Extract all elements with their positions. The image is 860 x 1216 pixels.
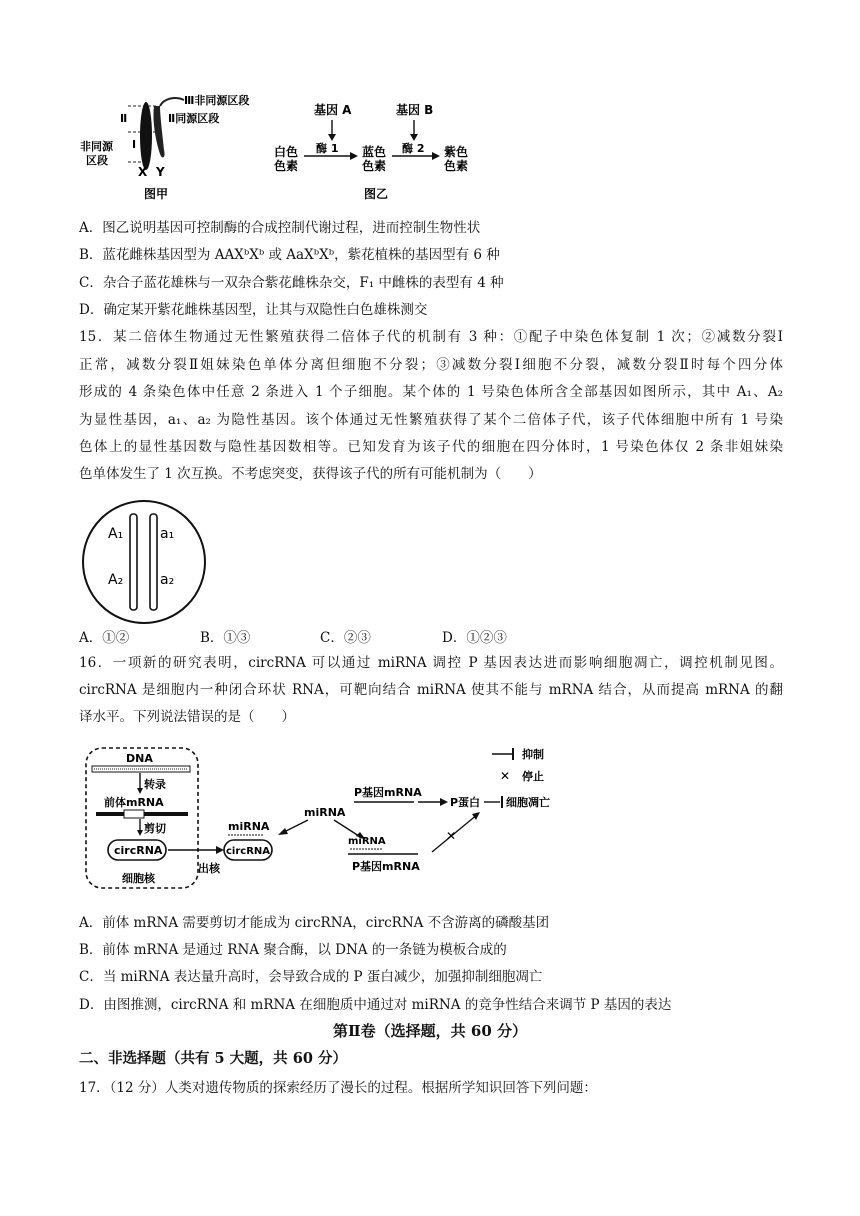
caption-yi: 图乙	[364, 187, 389, 201]
blue-pigment-a: 蓝色	[362, 145, 387, 159]
enzyme1-label: 酶 1	[316, 142, 339, 155]
enzyme2-label: 酶 2	[402, 142, 425, 155]
gene-a1: a₁	[160, 526, 175, 542]
q15-stem-line-5: 色体上的显性基因数与隐性基因数相等。已知发育为该子代的细胞在四分体时，1 号染色体仅 2 条非姐妹染	[79, 439, 783, 455]
label-seg2: Ⅱ同源区段	[168, 112, 220, 125]
legend-stop: 停止	[522, 770, 544, 783]
q14-option-b: B．蓝花雌株基因型为 AAXᵇXᵇ 或 AaXᵇXᵇ，紫花植株的基因型有 6 种	[79, 247, 500, 263]
block-mark: ✕	[446, 829, 457, 843]
x-chromosome	[140, 102, 152, 170]
q16-option-a: A．前体 mRNA 需要剪切才能成为 circRNA，circRNA 不含游离的磷酸基团	[79, 915, 550, 931]
nucleus-label: 细胞核	[122, 872, 155, 885]
p-protein-label: P蛋白	[450, 796, 481, 809]
white-pigment-b: 色素	[274, 159, 299, 173]
section-heading: 二、非选择题（共有 5 大题，共 60 分）	[79, 1050, 347, 1067]
q15-stem-line-3: 形成的 4 条染色体中任意 2 条进入 1 个子细胞。某个体的 1 号染色体所含全部基因如图所示，其中 A₁、A₂	[79, 384, 783, 400]
gene-A1: A₁	[108, 526, 124, 542]
gene-b-label: 基因 B	[396, 103, 434, 117]
q15-stem-line-4: 为显性基因，a₁、a₂ 为隐性基因。该个体通过无性繁殖获得了某个二倍体子代，该子代体细胞中所有 1 号染	[79, 412, 783, 428]
figure-jia	[80, 93, 249, 201]
bound-circrna-label: circRNA	[226, 846, 271, 857]
white-pigment-a: 白色	[274, 145, 299, 159]
figure-q14	[80, 92, 480, 212]
q16-option-c: C．当 miRNA 表达量升高时，会导致合成的 P 蛋白减少，加强抑制细胞凋亡	[79, 969, 543, 985]
q16-stem-line-3: 译水平。下列说法错误的是（ ）	[79, 709, 295, 725]
p-mrna-top-label: P基因mRNA	[354, 786, 422, 799]
q14-option-a: A．图乙说明基因可控制酶的合成控制代谢过程，进而控制生物性状	[79, 220, 481, 236]
label-seg3: Ⅲ非同源区段	[184, 94, 250, 107]
q14-option-c: C．杂合子蓝花雄株与一双杂合紫花雌株杂交，F₁ 中雌株的表型有 4 种	[79, 275, 504, 291]
circrna-label: circRNA	[114, 844, 163, 857]
gene-A2: A₂	[108, 572, 124, 588]
y-chromosome	[153, 106, 164, 157]
q15-stem-line-6: 色单体发生了 1 次互换。不考虑突变，获得该子代的所有可能机制为（ ）	[79, 466, 542, 482]
pre-mrna-label: 前体mRNA	[104, 796, 164, 809]
label-nonhom-a: 非同源	[80, 140, 113, 153]
q16-stem-line-1: 16．一项新的研究表明，circRNA 可以通过 miRNA 调控 P 基因表达进而影响细胞凋亡，调控机制见图。	[79, 655, 783, 671]
gene-a-label: 基因 A	[314, 103, 352, 117]
label-x: X	[138, 165, 148, 179]
q17-stem: 17．（12 分）人类对遗传物质的探索经历了漫长的过程。根据所学知识回答下列问题：	[79, 1080, 597, 1096]
caption-jia: 图甲	[144, 187, 169, 201]
apoptosis-label: 细胞凋亡	[506, 796, 550, 809]
figure-yi	[273, 102, 468, 201]
figure-q16	[82, 742, 592, 892]
p-mrna-bottom-label: P基因mRNA	[352, 860, 420, 873]
gene-a2: a₂	[160, 572, 175, 588]
figure-q15-cell	[80, 498, 208, 626]
q15-option-c: C．②③	[320, 630, 371, 646]
blue-pigment-b: 色素	[362, 159, 387, 173]
export-label: 出核	[198, 862, 220, 875]
q16-option-d: D．由图推测，circRNA 和 mRNA 在细胞质中通过对 miRNA 的竞争性结合来调节 P 基因的表达	[79, 997, 672, 1013]
bound-mirna-label: miRNA	[228, 820, 270, 833]
free-mirna-label: miRNA	[304, 806, 346, 819]
purple-pigment-b: 色素	[444, 159, 469, 173]
legend-inhibit: 抑制	[522, 748, 544, 761]
label-nonhom-b: 区段	[86, 154, 108, 167]
q14-option-d: D．确定某开紫花雌株基因型，让其与双隐性白色雄株测交	[79, 302, 428, 318]
dna-label: DNA	[126, 752, 153, 765]
legend-stop-mark: ✕	[500, 769, 511, 783]
q15-option-b: B．①③	[200, 630, 251, 646]
label-II: Ⅱ	[120, 112, 128, 125]
cleave-label: 剪切	[144, 822, 166, 835]
label-I: Ⅰ	[132, 138, 137, 151]
purple-pigment-a: 紫色	[444, 145, 469, 159]
q15-stem-line-2: 正常，减数分裂Ⅱ姐妹染色单体分离但细胞不分裂；③减数分裂Ⅰ细胞不分裂，减数分裂Ⅱ时每个四分体	[79, 357, 783, 373]
cell-outline	[83, 501, 205, 623]
mirna-on-mrna-label: miRNA	[348, 836, 386, 847]
chromosome-right	[150, 514, 157, 610]
q15-option-a: A．①②	[79, 630, 130, 646]
label-y: Y	[156, 165, 165, 179]
q16-option-b: B．前体 mRNA 是通过 RNA 聚合酶，以 DNA 的一条链为模板合成的	[79, 942, 507, 958]
q16-stem-line-2: circRNA 是细胞内一种闭合环状 RNA，可靶向结合 miRNA 使其不能与 mRNA 结合，从而提高 mRNA 的翻	[79, 682, 783, 698]
q15-option-d: D．①②③	[442, 630, 507, 646]
section-title: 第Ⅱ卷（选择题，共 60 分）	[333, 1022, 527, 1040]
q15-stem-line-1: 15．某二倍体生物通过无性繁殖获得二倍体子代的机制有 3 种：①配子中染色体复制 1 次；②减数分裂Ⅰ	[79, 329, 783, 345]
transcription-label: 转录	[144, 778, 166, 791]
chromosome-left	[130, 514, 137, 610]
